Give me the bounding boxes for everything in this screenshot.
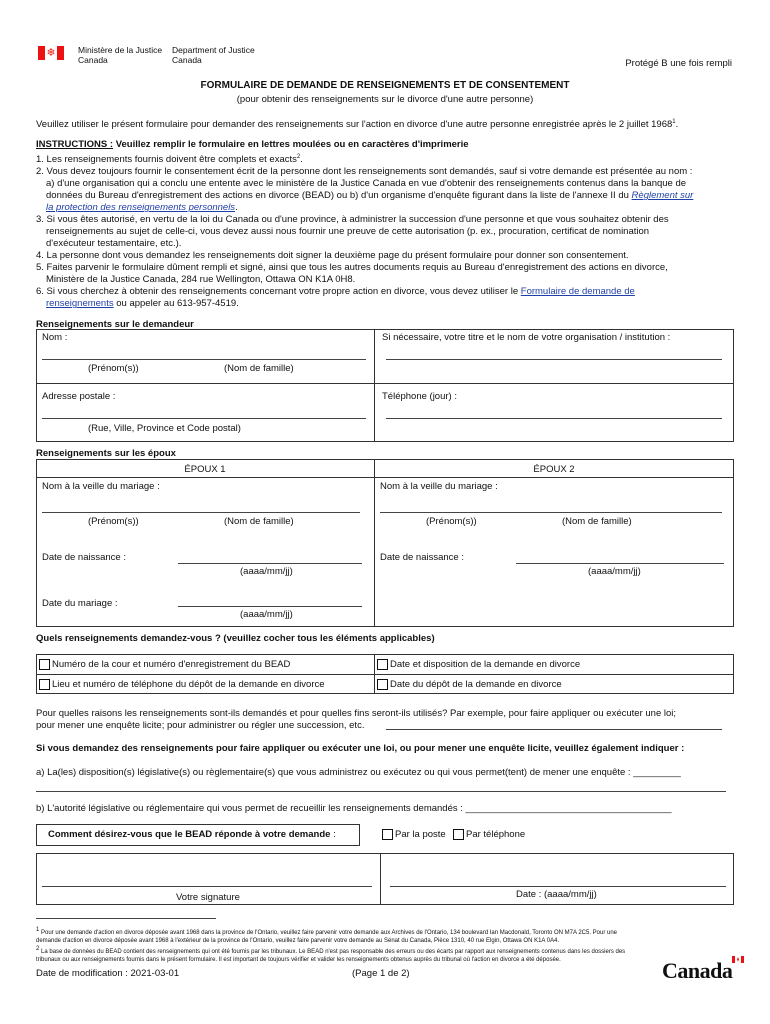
divorce-disposition-checkbox[interactable]: [377, 659, 388, 670]
instruction-3c: d'exécuteur testamentaire, etc.).: [46, 238, 182, 250]
privacy-regulation-link[interactable]: Règlement sur: [631, 190, 694, 202]
applicant-divider: [374, 329, 375, 442]
purpose-line2: pour mener une enquête licite; pour administrer ou régler une succession, etc.: [36, 720, 365, 731]
spouse2-first-name-hint: (Prénom(s)): [426, 516, 477, 527]
applicant-heading: Renseignements sur le demandeur: [36, 319, 194, 330]
footnote-2-line1: La base de données du BEAD contient des renseignements qui ont été fournis par les tribunaux. Le BEAD n'est pas responsable des erreurs ou des écarts par rapport aux renseignements contenus dans les dossiers des: [39, 949, 626, 955]
response-method-colon: :: [330, 829, 336, 840]
intro-end: .: [675, 119, 679, 131]
privacy-regulation-link-cont[interactable]: la protection des renseignements personnels: [46, 202, 236, 214]
instruction-2-end: .: [235, 202, 238, 214]
footnote-separator: [36, 918, 216, 919]
spouse1-dob-format: (aaaa/mm/jj): [240, 566, 293, 577]
instruction-6a: 6. Si vous cherchez à obtenir des renseignements concernant votre propre action en divorce, vous devez utiliser le: [36, 286, 521, 298]
footnote-2-line2: tribunaux ou aux renseignements fournis dans le présent formulaire. Il est important de toujours vérifier et valider les renseignements obtenus auprès du tribunal où l'action en divorce a été déposée.: [36, 957, 561, 963]
spouse2-dob-label: Date de naissance :: [380, 552, 464, 563]
applicant-address-field[interactable]: [42, 418, 366, 419]
instructions-heading: INSTRUCTIONS :: [36, 139, 114, 150]
law-enforcement-heading: Si vous demandez des renseignements pour faire appliquer ou exécuter une loi, ou pour mener une enquête licite, veuillez également indiquer :: [36, 743, 685, 754]
purpose-line1: Pour quelles raisons les renseignements sont-ils demandés et pour quelles fins seront-ils utilisés? Par exemple, pour faire appliquer ou exécuter une loi;: [36, 708, 677, 719]
legal-authority-question: b) L'autorité législative ou réglementaire qui vous permet de recueillir les renseignements demandés : _______________________________________: [36, 803, 672, 814]
filing-location-checkbox[interactable]: [39, 679, 50, 690]
signature-date-field[interactable]: [390, 886, 726, 887]
court-number-label: Numéro de la cour et numéro d'enregistrement du BEAD: [52, 659, 291, 670]
marriage-date-label: Date du mariage :: [42, 598, 118, 609]
dept-fr-line1: Ministère de la Justice: [78, 45, 163, 55]
applicant-phone-field[interactable]: [386, 418, 722, 419]
filing-date-checkbox[interactable]: [377, 679, 388, 690]
instructions: [36, 139, 736, 310]
divorce-disposition-label: Date et disposition de la demande en divorce: [390, 659, 581, 670]
canada-flag-icon: ❄: [38, 46, 64, 60]
wordmark-flag-icon: [732, 956, 744, 963]
footnote-ref-2: 2: [296, 154, 301, 160]
phone-label: Par téléphone: [466, 829, 526, 840]
instruction-2b: a) d'une organisation qui a conclu une entente avec le ministère de la Justice Canada en vue d'obtenir des renseignements contenus dans la banque de: [46, 178, 687, 190]
marriage-date-field[interactable]: [178, 606, 362, 607]
instructions-subheading: Veuillez remplir le formulaire en lettres moulées ou en caractères d'imprimerie: [113, 139, 469, 150]
legal-provision-field[interactable]: [36, 791, 726, 792]
applicant-org-field[interactable]: [386, 359, 722, 360]
spouse2-dob-format: (aaaa/mm/jj): [588, 566, 641, 577]
filing-location-label: Lieu et numéro de téléphone du dépôt de la demande en divorce: [52, 679, 325, 690]
applicant-name-label: Nom :: [42, 332, 68, 343]
spouse1-dob-field[interactable]: [178, 563, 362, 564]
spouses-divider: [374, 459, 375, 627]
spouse1-heading: ÉPOUX 1: [184, 464, 226, 475]
requested-heading: Quels renseignements demandez-vous ? (veuillez cocher tous les éléments applicables): [36, 633, 435, 644]
applicant-org-label: Si nécessaire, votre titre et le nom de votre organisation / institution :: [382, 332, 671, 343]
footnote-1-line1: Pour une demande d'action en divorce déposée avant 1968 dans la province de l'Ontario, veuillez faire parvenir votre demande aux Archives de l'Ontario, 134 boulevard Ian Macdonald, Toronto ON M7A 2C5. Pour une: [39, 930, 618, 936]
modification-date: Date de modification : 2021-03-01: [36, 968, 180, 979]
signature-label: Votre signature: [176, 892, 240, 903]
intro-text: [36, 116, 736, 131]
spouse2-name-field[interactable]: [380, 512, 722, 513]
instruction-2c: données du Bureau d'enregistrement des actions en divorce (BEAD) ou b) d'un organisme d'enquête figurant dans la liste de l'annexe II du: [46, 190, 632, 202]
dept-name-fr: [78, 45, 162, 65]
protected-label: Protégé B une fois rempli: [625, 58, 732, 69]
filing-date-label: Date du dépôt de la demande en divorce: [390, 679, 562, 690]
spouse1-last-name-hint: (Nom de famille): [224, 516, 294, 527]
spouse2-last-name-hint: (Nom de famille): [562, 516, 632, 527]
signature-field[interactable]: [42, 886, 372, 887]
dept-en-line2: Canada: [172, 55, 202, 65]
form-subtitle: (pour obtenir des renseignements sur le divorce d'une autre personne): [236, 94, 534, 105]
spouse2-dob-field[interactable]: [516, 563, 724, 564]
instruction-4: 4. La personne dont vous demandez les renseignements doit signer la deuxième page du présent formulaire pour donner son consentement.: [36, 250, 629, 262]
legal-provision-question: a) La(les) disposition(s) législative(s) ou règlementaire(s) que vous administrez ou exécutez ou qui vous permet(tent) de mener une enquête : _________: [36, 767, 681, 778]
canada-wordmark-text: Canada: [662, 958, 733, 983]
applicant-address-hint: (Rue, Ville, Province et Code postal): [88, 423, 241, 434]
purpose-field[interactable]: [386, 729, 722, 730]
mail-checkbox[interactable]: [382, 829, 393, 840]
requested-row-divider: [36, 674, 734, 675]
applicant-name-field[interactable]: [42, 359, 366, 360]
info-request-form-link-cont[interactable]: renseignements: [46, 298, 114, 310]
form-title: FORMULAIRE DE DEMANDE DE RENSEIGNEMENTS ET DE CONSENTEMENT: [200, 80, 570, 91]
spouse1-dob-label: Date de naissance :: [42, 552, 126, 563]
court-number-checkbox[interactable]: [39, 659, 50, 670]
footnote-1-line2: demande d'action en divorce déposée avant 1968 à l'extérieur de la province de l'Ontario, veuillez faire parvenir votre demande au Sénat du Canada, Pièce 1310, 40 rue Elgin, Ottawa ON K1A 0A4.: [36, 938, 560, 944]
instruction-1: 1. Les renseignements fournis doivent être complets et exacts: [36, 154, 297, 166]
dept-fr-line2: Canada: [78, 55, 108, 65]
dept-name-en: [172, 45, 255, 65]
info-request-form-link[interactable]: Formulaire de demande de: [520, 286, 635, 298]
applicant-row-divider: [36, 383, 734, 384]
instruction-2a: 2. Vous devez toujours fournir le consentement écrit de la personne dont les renseignements sont demandés, sauf si votre demande est présentée au nom :: [36, 166, 693, 178]
footnote-2-mark: 2: [36, 946, 40, 952]
instruction-5a: 5. Faites parvenir le formulaire dûment rempli et signé, ainsi que tous les autres documents requis au Bureau d'enregistrement des actions en divorce,: [36, 262, 668, 274]
footnote-1: [36, 926, 736, 964]
footnote-1-mark: 1: [36, 927, 40, 933]
response-method-text: Comment désirez-vous que le BEAD réponde à votre demande: [48, 829, 331, 840]
spouses-heading: Renseignements sur les époux: [36, 448, 176, 459]
spouse2-heading: ÉPOUX 2: [533, 464, 575, 475]
mail-label: Par la poste: [395, 829, 446, 840]
signature-box: [36, 853, 734, 905]
signature-date-label: Date : (aaaa/mm/jj): [516, 889, 597, 900]
spouse1-name-field[interactable]: [42, 512, 360, 513]
instruction-6-end: ou appeler au 613-957-4519.: [113, 298, 239, 310]
page-number: (Page 1 de 2): [352, 968, 410, 979]
applicant-last-name-hint: (Nom de famille): [224, 363, 294, 374]
dept-en-line1: Department of Justice: [172, 45, 255, 55]
spouses-header-divider: [36, 477, 734, 478]
spouse1-name-label: Nom à la veille du mariage :: [42, 481, 160, 492]
intro-main: Veuillez utiliser le présent formulaire pour demander des renseignements sur l'action en divorce d'une autre personne enregistrée après le 2 juillet 1968: [36, 119, 673, 131]
signature-divider: [380, 853, 381, 905]
canada-wordmark: [662, 958, 732, 984]
instruction-5b: Ministère de la Justice Canada, 284 rue Wellington, Ottawa ON K1A 0H8.: [46, 274, 356, 286]
applicant-phone-label: Téléphone (jour) :: [382, 391, 457, 402]
instruction-3a: 3. Si vous êtes autorisé, en vertu de la loi du Canada ou d'une province, à administrer la succession d'une personne et que vous souhaitez obtenir des: [36, 214, 669, 226]
instruction-3b: renseignements au sujet de celle-ci, vous devez aussi nous fournir une preuve de cette autorisation (p. ex., procuration, certificat de nomination: [46, 226, 650, 238]
instruction-1-end: .: [300, 154, 303, 166]
phone-checkbox[interactable]: [453, 829, 464, 840]
response-method-label: [48, 829, 336, 840]
footnote-ref-1: 1: [672, 119, 676, 125]
spouse2-name-label: Nom à la veille du mariage :: [380, 481, 498, 492]
spouse1-first-name-hint: (Prénom(s)): [88, 516, 139, 527]
marriage-date-format: (aaaa/mm/jj): [240, 609, 293, 620]
applicant-address-label: Adresse postale :: [42, 391, 116, 402]
applicant-first-name-hint: (Prénom(s)): [88, 363, 139, 374]
